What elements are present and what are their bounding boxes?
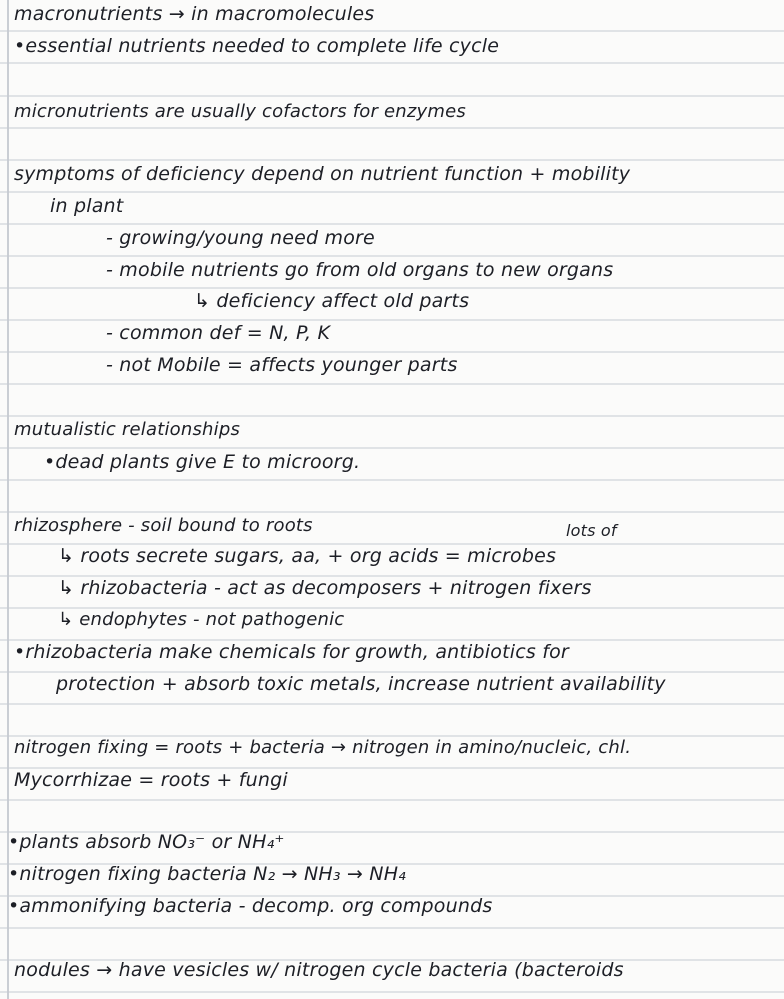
note-line-essential-nutrients: •essential nutrients needed to complete life cycle xyxy=(14,35,500,57)
note-line-micronutrients: micronutrients are usually cofactors for enzymes xyxy=(14,101,466,122)
note-line-rhizobacteria: ↳ rhizobacteria - act as decomposers + nitrogen fixers xyxy=(58,577,592,599)
note-line-dead-plants: •dead plants give E to microorg. xyxy=(44,451,361,473)
note-line-nitrogen-fixing: nitrogen fixing = roots + bacteria → nitrogen in amino/nucleic, chl. xyxy=(14,737,632,758)
note-line-endophytes: ↳ endophytes - not pathogenic xyxy=(58,609,345,630)
note-line-nodules: nodules → have vesicles w/ nitrogen cycle bacteria (bacteroids xyxy=(14,959,624,981)
note-line-nitrogen-fixing-bacteria: •nitrogen fixing bacteria N₂ → NH₃ → NH₄ xyxy=(8,863,407,885)
note-line-roots-secrete: ↳ roots secrete sugars, aa, + org acids = microbes xyxy=(58,545,557,567)
note-line-mutualistic: mutualistic relationships xyxy=(14,419,241,440)
note-line-mobile-nutrients: - mobile nutrients go from old organs to new organs xyxy=(106,259,614,281)
note-line-not-mobile: - not Mobile = affects younger parts xyxy=(106,354,458,376)
note-line-macronutrients: macronutrients → in macromolecules xyxy=(14,3,375,25)
note-line-deficiency-symptoms: symptoms of deficiency depend on nutrient function + mobility xyxy=(14,163,631,185)
note-line-common-def: - common def = N, P, K xyxy=(106,322,331,344)
note-line-mycorrhizae: Mycorrhizae = roots + fungi xyxy=(14,769,288,791)
note-line-deficiency-old-parts: ↳ deficiency affect old parts xyxy=(194,290,470,312)
note-annotation-lots-of: lots of xyxy=(566,521,617,540)
note-line-ammonifying: •ammonifying bacteria - decomp. org compounds xyxy=(8,895,493,917)
note-line-plants-absorb: •plants absorb NO₃⁻ or NH₄⁺ xyxy=(8,831,285,853)
note-line-rhizobacteria-chemicals: •rhizobacteria make chemicals for growth, antibiotics for xyxy=(14,641,569,663)
note-line-in-plant: in plant xyxy=(50,195,124,217)
note-line-protection: protection + absorb toxic metals, increase nutrient availability xyxy=(56,673,666,695)
note-line-rhizosphere: rhizosphere - soil bound to roots xyxy=(14,515,313,536)
note-line-growing-young: - growing/young need more xyxy=(106,227,375,249)
